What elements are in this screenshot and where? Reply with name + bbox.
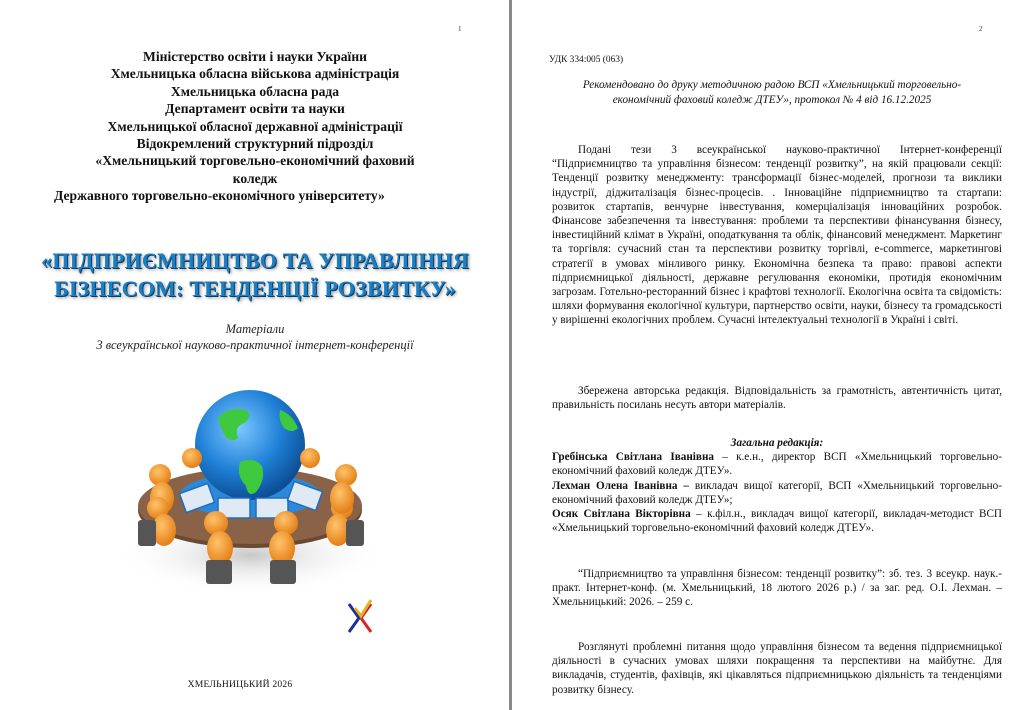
citation: “Підприємництво та управління бізнесом: тенденції розвитку”: зб. тез. 3 всеукр. наук.- практ. Інтернет-конф. (м. Хмельницький, 18 лютого 2026 р.) / за заг. ред. О.І. Лехман. – Хмельницький: 2026. – 259 с. <box>552 568 1002 609</box>
org-line: Державного торговельно-економічного університету» <box>54 188 385 204</box>
intro-paragraph: Подані тези 3 всеукраїнської науково-практичної Інтернет-конференції “Підприємництво та управління бізнесом: тенденції розвитку”, на якій працювали секції: Тенденції розвитку менеджменту: трансформації бізнес-моделей, прогнози та виклики індустрії, діджиталізація бізнес-процесів. . Інноваційне підприємництво та стартапи: розвиток стартапів, венчурне інвестування, комерціалізація інноваційних розробок. Фінансове забезпечення та інвестування: проблеми та перспективи фінансування бізнесу, інвестиційний клімат в Україні, оподаткування та облік, фінансовий менеджмент. Маркетинг та торгівля: сучасний стан та перспективи розвитку торгівлі, e-commerce, маркетингові стратегії в умовах мінливого ринку. Економічна безпека та право: правові аспекти підприємницької діяльності, державне регулювання економіки, протидія економічним загрозам. Готельно-ресторанний бізнес і крафтові технології. Екологічна освіта та свідомість: шляхи формування екологічної культури, партнерство освіти, науки, бізнесу та громадськості у вирішенні екологічних проблем. Сучасні інтелектуальні технології в Україні і світі. <box>552 144 1002 327</box>
org-line: Департамент освіти та науки <box>165 101 345 117</box>
publication-recommendation <box>552 78 992 109</box>
subtitle-line: Матеріали <box>225 322 285 336</box>
editor-entry <box>552 450 1002 478</box>
org-line: Хмельницька обласна військова адміністрація <box>110 66 400 82</box>
org-line: Міністерство освіти і науки України <box>143 49 367 64</box>
page-2 <box>512 0 1024 710</box>
page-1 <box>0 0 509 710</box>
page-number: 2 <box>979 25 983 33</box>
organization-header <box>20 48 490 205</box>
page-number: 1 <box>458 25 462 33</box>
title-line: «ПІДПРИЄМНИЦТВО ТА УПРАВЛІННЯ <box>41 248 469 273</box>
summary-paragraph: Розглянуті проблемні питання щодо управління бізнесом та ведення підприємницької діяльності в сучасних умовах шляхи покращення та перспективи на майбутнє. Для викладачів, студентів, фахівців, які цікавляться підприємницькою діяльність та тенденціями розвитку бізнесу. <box>552 641 1002 696</box>
org-line: Хмельницької обласної державної адміністрації <box>107 118 403 134</box>
editor-role: – к.філ.н., викладач вищої категорії, викладач-методист ВСП «Хмельницький торговельно-економічний фаховий коледж ДТЕУ». <box>552 508 1002 535</box>
subtitle <box>20 322 490 353</box>
editor-name: Гребінська Світлана Іванівна <box>552 451 714 464</box>
editor-role: – к.е.н., директор ВСП «Хмельницький торговельно-економічний фаховий коледж ДТЕУ». <box>552 451 1002 478</box>
editor-name: Лехман Олена Іванівна – <box>552 479 689 492</box>
editor-entry <box>552 507 1002 535</box>
recommendation-line: економічний фаховий коледж ДТЕУ», протокол № 4 від 16.12.2025 <box>612 94 932 107</box>
authors-note: Збережена авторська редакція. Відповідальність за грамотність, автентичність цитат, правильність посилань несуть автори матеріалів. <box>552 385 1002 412</box>
org-line: «Хмельницький торговельно-економічний фаховий <box>95 153 415 169</box>
college-logo-icon <box>345 596 375 640</box>
org-line: Відокремлений структурний підрозділ <box>136 136 374 152</box>
editor-role: викладач вищої категорії, ВСП «Хмельницький торговельно-економічний фаховий коледж ДТЕУ»; <box>552 479 1002 506</box>
editor-entry <box>552 479 1002 507</box>
globe-round-table-icon <box>110 370 390 600</box>
title-line: БІЗНЕСОМ: ТЕНДЕНЦІЇ РОЗВИТКУ» <box>54 276 456 301</box>
editorial-heading: Загальна редакція: <box>730 437 824 449</box>
city-year: ХМЕЛЬНИЦЬКИЙ 2026 <box>187 679 293 690</box>
udk-code: УДК 334:005 (063) <box>549 55 624 65</box>
subtitle-line: 3 всеукраїнської науково-практичної інтернет-конференції <box>96 337 414 352</box>
editorial-board <box>552 436 1002 535</box>
org-line: Хмельницька обласна рада <box>170 83 340 99</box>
conference-title <box>20 247 490 303</box>
recommendation-line: Рекомендовано до друку методичною радою ВСП «Хмельницький торговельно- <box>582 79 962 91</box>
editor-name: Осяк Світлана Вікторівна <box>552 508 691 521</box>
org-line: коледж <box>232 170 278 186</box>
